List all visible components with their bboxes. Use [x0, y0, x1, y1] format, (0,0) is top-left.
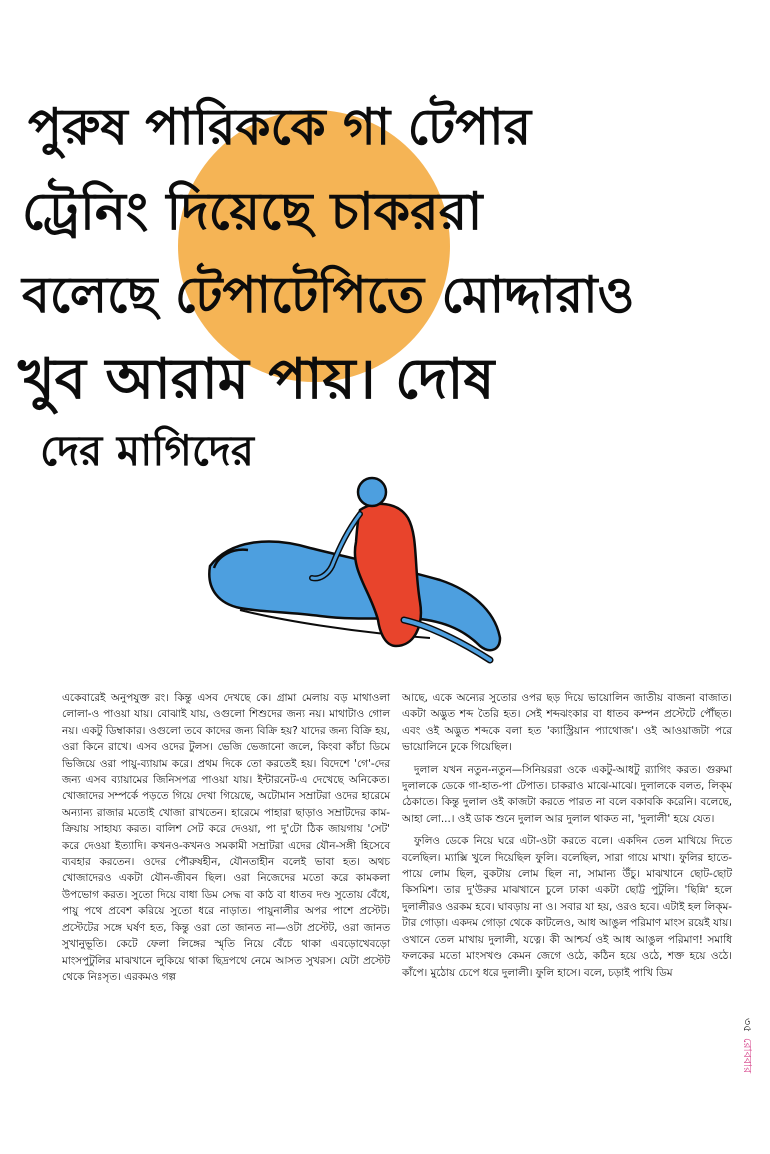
page-number: ৩৫ — [741, 1018, 754, 1033]
article-paragraph: একেবারেই অনুপযুক্ত রং। কিন্তু এসব দেখছে কে। গ্রামা মেলায় বড় মাথাওলা লোলা-ও পাওয়া যায়। বোঝাই যায়, ওগুলো শিশুদের জন্য নয়। মাথাটাও গোল নয়। একটু ডিম্বাকার। ওগুলো তবে কাদের জন্য বিক্রি হয়? যাদের জন্য বিক্রি হয়, ওরা কিনে রাখে। এসব ওদের টুলস। ভেজি ভেজানো জলে, কিংবা কাঁচা ডিমে ভিজিয়ে ওরা পায়ু-ব্যায়াম করে। প্রথম দিকে তো করতেই হয়। বিদেশে 'গে'-দের জন্য এসব ব্যায়ামের জিনিসপত্র পাওয়া যায়। ইন্টারনেট-এ দেখেছে অনিকেত। খোজাদের সম্পর্কে পড়তে গিয়ে দেখা গিয়েছে, অটোমান সম্রাটরা ওদের হারেমে অন্যান্য রাজার মতোই খোজা রাখতেন। হারেমে পাহারা ছাড়াও সম্রাটদের কাম-ক্রিয়ায় সাহায্য করত। বালিশ সেট করে দেওয়া, পা দু'টো ঠিক জায়গায় 'সেট' করে দেওয়া ইত্যাদি। কখনও-কখনও সমকামী সম্রাটরা এদের যৌন-সঙ্গী হিসেবে ব্যবহার করতেন। ওদের পৌরুষহীন, যৌনতাহীন বলেই ভাবা হত। অথচ খোজাদেরও একটা যৌন-জীবন ছিল। ওরা নিজেদের মতো করে কামকলা উপভোগ করত। সুতো দিয়ে বাধা ডিম সেদ্ধ বা কাঠ বা ধাতব দণ্ড সুতোয় বেঁধে, পায়ু পথে প্রবেশ করিয়ে সুতো ধরে নাড়াত। পায়ুনালীর অপর পাশে প্রস্টেট। প্রস্টেটের সঙ্গে ঘর্ষণ হত, কিন্তু ওরা তো জানত না—ওটা প্রস্টেট, ওরা জানত সুখানুভূতি। কেটে ফেলা লিঙ্গের স্মৃতি নিয়ে বেঁচে থাকা এবড়োখেবড়ো মাংসপুটুলির মাঝখানে লুকিয়ে থাকা ছিদ্রপথে নেমে আসত সুখরস। যেটা প্রস্টেট থেকে নিঃসৃত। এরকমও গল্প — [62, 692, 390, 983]
headline-line-4: খুব আরাম পায়। দোষ — [18, 347, 495, 412]
page-footer — [737, 1018, 756, 1074]
article-paragraph: দুলাল যখন নতুন-নতুন—সিনিয়ররা ওকে একটু-আধটু র‍্যাগিং করত। গুরুমা দুলালকে ডেকে গা-হাত-পা টেপাত। চাকরাও মাঝে-মাঝে। দুলালকে বলত, লিক্‌ম ঠেকাতে। কিন্তু দুলাল ওই কাজটা করতে পারত না বলে বকাবকি করেনি। বলেছে, আহা লো...। ওই ডাক শুনে দুলাল আর দুলাল থাকত না, 'দুলালী' হয়ে যেত। — [402, 763, 732, 825]
kneeling-figure-head — [358, 478, 386, 506]
article-paragraph: ফুলিও ডেকে নিয়ে ঘরে এটা-ওটা করতে বলে। একদিন তেল মাখিয়ে দিতে বলেছিল। ম্যাক্সি খুলে দিয়েছিল ফুলি। বলেছিল, সারা গায়ে মাখা। ফুলির হাতে-পায়ে লোম ছিল, বুকটায় লোম ছিল না, সামান্য উঁচু। মাঝখানে ছোট-ছোট কিসমিশ। তার দু'উরুর মাঝখানে চুলে ঢাকা একটা ছোট্ট পুটুলি। 'ছিন্নি' হলে দুলালীরও ওরকম হবে। ঘাবড়ায় না ও। সবার যা হয়, ওরও হবে। এটাই হল লিক্‌ম-টার গোড়া। একদম গোড়া থেকে কাটলেও, আধ আঙুল পরিমাণ মাংস রয়েই যায়। ওখানে তেল মাখায় দুলালী, যত্নে। কী আশ্চর্য ওই আধ আঙুল পরিমাণ! সমাধি ফলকের মতো মাংসখণ্ড কেমন জেগে ওঠে, কঠিন হয়ে ওঠে, শক্ত হয়ে ওঠে। কাঁপে। মুঠোয় চেপে ধরে দুলালী। ফুলি হাসে। বলে, চড়াই পাখি ডিম — [402, 835, 732, 979]
massage-illustration — [200, 470, 520, 670]
headline-line-1: পুরুষ পারিককে গা টেপার — [28, 98, 532, 156]
headline-line-2: ট্রেনিং দিয়েছে চাকররা — [22, 182, 483, 242]
headline-line-5: দের মাগিদের — [40, 426, 254, 475]
article-column-right — [402, 690, 732, 987]
article-paragraph: আছে, একে অন্যের সুতোর ওপর ছড় দিয়ে ভায়োলিন জাতীয় বাজনা বাজাত। একটা অদ্ভুত শব্দ তৈরি হত। সেই শব্দঝংকার বা ধাতব কম্পন প্রস্টেটে পৌঁছত। এবং ওই অদ্ভুত শব্দকে বলা হত 'ক্যাস্ট্রিয়ান প্যাথোজ'। ওই আওয়াজটা পরে ভায়োলিনে ঢুকে গিয়েছিল। — [402, 692, 732, 754]
headline-line-3: বলেছে টেপাটেপিতে মোদ্দারাও — [22, 266, 635, 324]
article-column-left — [62, 690, 390, 991]
magazine-name: রোববার — [741, 1038, 754, 1074]
